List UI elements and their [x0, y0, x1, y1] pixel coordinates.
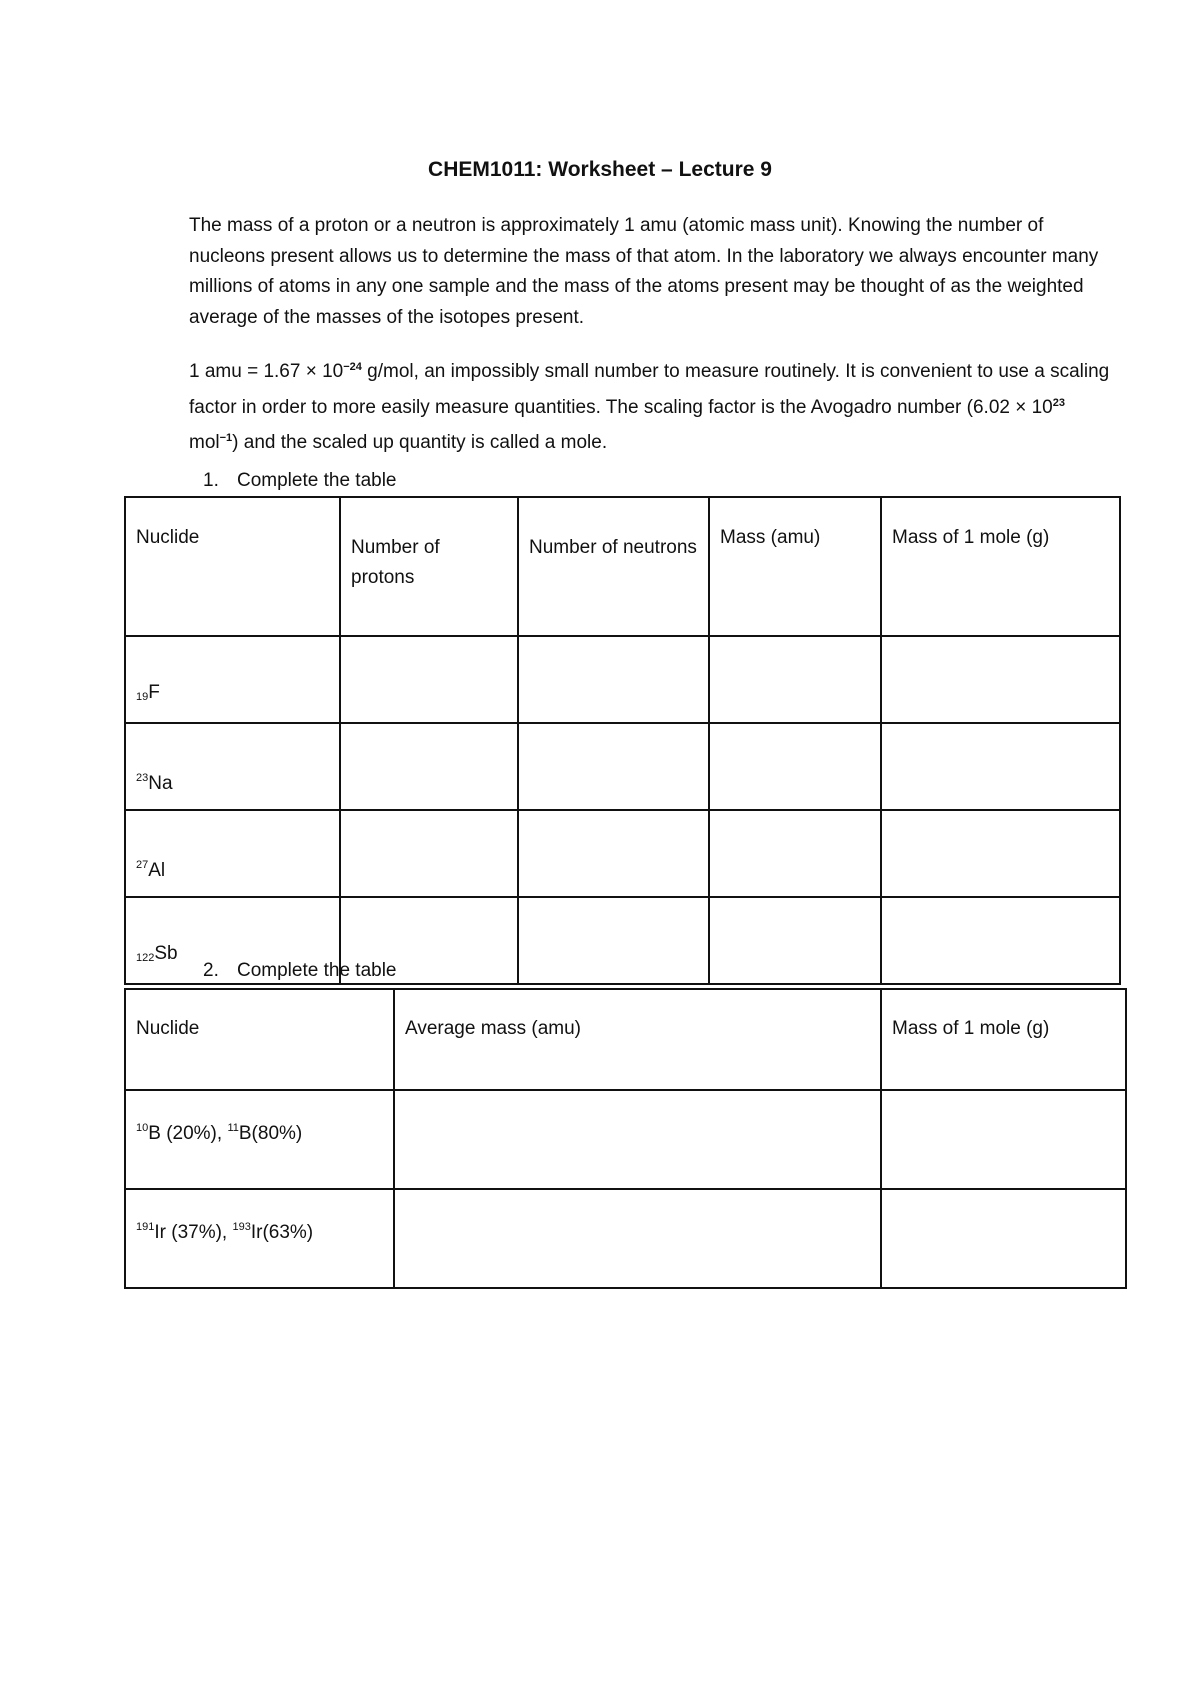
header-average-mass: Average mass (amu) — [394, 989, 881, 1090]
header-nuclide: Nuclide — [125, 497, 340, 636]
isotope-text: Ir(63%) — [250, 1222, 314, 1243]
element-symbol: Na — [148, 773, 173, 794]
table-row — [125, 1090, 1126, 1189]
mass-mole-answer-cell[interactable] — [881, 723, 1120, 810]
neutrons-answer-cell[interactable] — [518, 636, 709, 723]
isotope-text: B (20%), — [148, 1123, 228, 1144]
amu-exponent: −24 — [343, 361, 362, 373]
mass-amu-answer-cell[interactable] — [709, 723, 881, 810]
mass-number: 19 — [136, 691, 149, 703]
amu-text-3: mol — [189, 432, 220, 453]
protons-answer-cell[interactable] — [340, 636, 518, 723]
mass-number: 122 — [136, 952, 155, 964]
amu-text-2: g/mol, an impossibly small number to measure routinely. It is convenient to use a scaling factor in order to more easily measure quantities. The scaling factor is the Avogadro number (6.02 × 10 — [189, 361, 1110, 418]
protons-answer-cell[interactable] — [340, 723, 518, 810]
mass-mole-answer-cell[interactable] — [881, 1090, 1126, 1189]
table-row — [125, 810, 1120, 897]
header-mass-mole: Mass of 1 mole (g) — [881, 989, 1126, 1090]
question-2-table — [124, 988, 1127, 1289]
mass-number: 193 — [232, 1221, 251, 1233]
mass-amu-answer-cell[interactable] — [709, 897, 881, 984]
mass-mole-answer-cell[interactable] — [881, 897, 1120, 984]
header-nuclide: Nuclide — [125, 989, 394, 1090]
mass-mole-answer-cell[interactable] — [881, 1189, 1126, 1288]
question-1-label — [203, 470, 397, 492]
table-row — [125, 1189, 1126, 1288]
avogadro-exponent: 23 — [1052, 396, 1065, 409]
amu-text-4: ) and the scaled up quantity is called a mole. — [232, 432, 608, 453]
element-symbol: F — [148, 682, 160, 703]
question-1-table — [124, 496, 1121, 985]
nuclide-cell — [125, 1090, 394, 1189]
amu-paragraph — [189, 352, 1119, 459]
mass-number: 23 — [136, 772, 149, 784]
neutrons-answer-cell[interactable] — [518, 723, 709, 810]
element-symbol: Al — [148, 860, 166, 881]
header-protons: Number of protons — [340, 497, 518, 636]
header-mass-mole: Mass of 1 mole (g) — [881, 497, 1120, 636]
nuclide-cell — [125, 636, 340, 723]
question-1-text: Complete the table — [237, 470, 397, 491]
mass-number: 10 — [136, 1122, 149, 1134]
mol-exponent: −1 — [219, 432, 233, 444]
table-row — [125, 636, 1120, 723]
table-header-row — [125, 497, 1120, 636]
mass-mole-answer-cell[interactable] — [881, 636, 1120, 723]
header-mass-amu: Mass (amu) — [709, 497, 881, 636]
worksheet-title: CHEM1011: Worksheet – Lecture 9 — [428, 158, 772, 181]
question-2-text: Complete the table — [237, 960, 397, 981]
element-symbol: Sb — [154, 943, 178, 964]
average-mass-answer-cell[interactable] — [394, 1090, 881, 1189]
protons-answer-cell[interactable] — [340, 810, 518, 897]
header-neutrons: Number of neutrons — [518, 497, 709, 636]
nuclide-cell — [125, 1189, 394, 1288]
neutrons-answer-cell[interactable] — [518, 897, 709, 984]
question-1-number: 1. — [203, 470, 219, 491]
mass-mole-answer-cell[interactable] — [881, 810, 1120, 897]
mass-number: 11 — [227, 1122, 239, 1134]
table-header-row — [125, 989, 1126, 1090]
neutrons-answer-cell[interactable] — [518, 810, 709, 897]
isotope-text: Ir (37%), — [154, 1222, 233, 1243]
average-mass-answer-cell[interactable] — [394, 1189, 881, 1288]
nuclide-cell — [125, 723, 340, 810]
nuclide-cell — [125, 810, 340, 897]
isotope-text: B(80%) — [238, 1123, 303, 1144]
mass-amu-answer-cell[interactable] — [709, 810, 881, 897]
question-2-number: 2. — [203, 960, 219, 981]
mass-amu-answer-cell[interactable] — [709, 636, 881, 723]
mass-number: 191 — [136, 1221, 155, 1233]
question-2-label — [203, 960, 397, 982]
amu-text-1: 1 amu = 1.67 × 10 — [189, 361, 344, 382]
intro-paragraph: The mass of a proton or a neutron is approximately 1 amu (atomic mass unit). Knowing the number of nucleons present allows us to determine the mass of that atom. In the laboratory we always encounter many millions of atoms in any one sample and the mass of the atoms present may be thought of as the weighted average of the masses of the isotopes present. — [189, 215, 1099, 328]
mass-number: 27 — [136, 859, 149, 871]
table-row — [125, 723, 1120, 810]
